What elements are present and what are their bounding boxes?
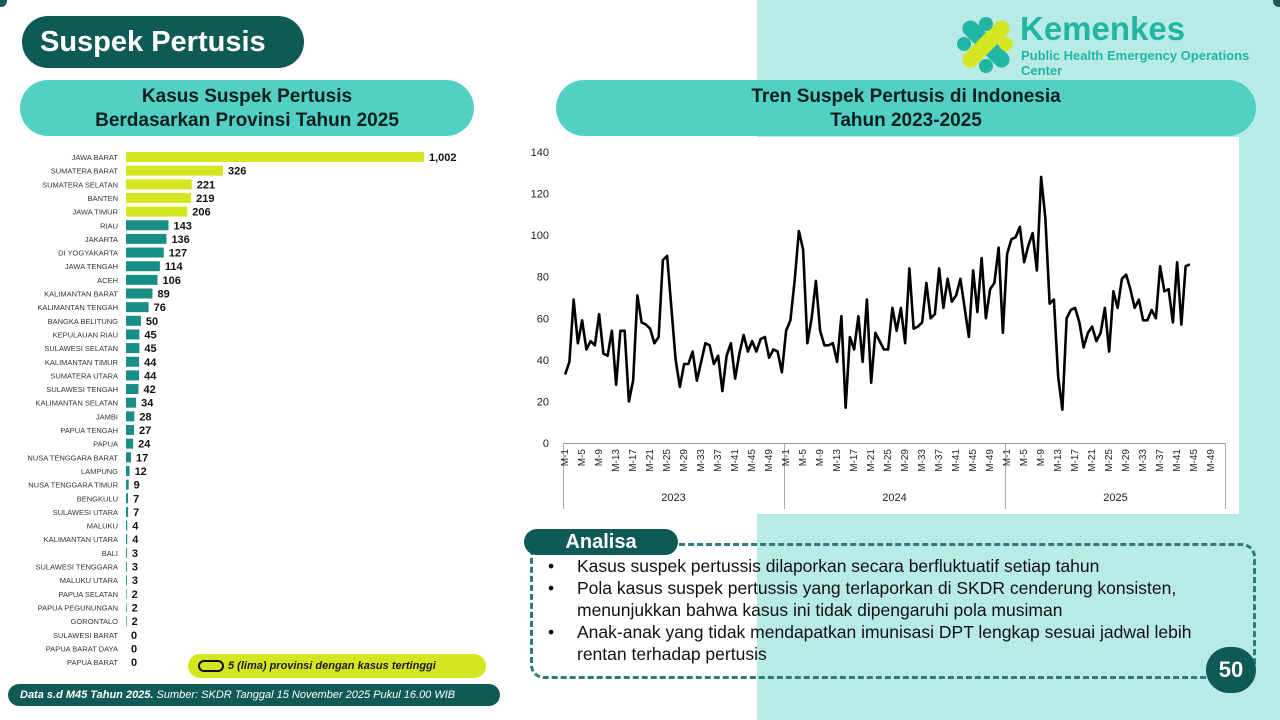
week-tick-label: M-17 <box>628 449 640 472</box>
bar-value-label: 3 <box>131 561 139 574</box>
province-label: MALUKU UTARA <box>59 576 118 586</box>
bar-value-label: 2 <box>131 602 138 615</box>
week-tick-label: M-45 <box>1189 449 1201 472</box>
week-tick-label: M-41 <box>1172 449 1184 472</box>
week-tick-label: M-45 <box>747 449 759 472</box>
bar-value-label: 0 <box>131 643 138 656</box>
province-bar <box>126 166 223 176</box>
province-label: SULAWESI TENGAH <box>46 385 118 395</box>
province-label: ACEH <box>97 275 118 285</box>
province-bar <box>126 439 133 449</box>
y-tick-label: 120 <box>530 188 549 201</box>
bar-value-label: 0 <box>131 629 138 642</box>
province-bar <box>126 343 139 353</box>
week-tick-label: M-41 <box>730 449 742 472</box>
week-tick-label: M-33 <box>1138 449 1150 472</box>
bar-chart-title-line2: Berdasarkan Provinsi Tahun 2025 <box>95 110 399 131</box>
week-tick-label: M-29 <box>1121 449 1133 472</box>
bar-value-label: 114 <box>164 261 183 274</box>
year-label: 2023 <box>661 492 686 504</box>
province-label: SULAWESI BARAT <box>52 630 118 640</box>
week-tick-label: M-1 <box>560 449 572 467</box>
footer-bold: Data s.d M45 Tahun 2025. <box>20 689 154 701</box>
province-bar <box>126 480 129 490</box>
week-tick-label: M-33 <box>917 449 929 472</box>
bar-value-label: 9 <box>133 479 140 492</box>
province-label: SUMATERA SELATAN <box>42 180 118 190</box>
week-tick-label: M-1 <box>781 449 793 467</box>
province-label: SULAWESI UTARA <box>52 507 118 517</box>
bar-value-label: 0 <box>131 657 138 668</box>
province-bar <box>126 493 128 503</box>
bar-value-label: 24 <box>138 438 151 451</box>
province-bar <box>126 534 127 544</box>
bar-value-label: 326 <box>227 165 247 178</box>
week-tick-label: M-21 <box>866 449 878 472</box>
province-label: MALUKU <box>86 521 118 531</box>
province-bar <box>126 261 160 271</box>
week-tick-label: M-29 <box>679 449 691 472</box>
week-tick-label: M-9 <box>594 449 606 467</box>
province-label: BENGKULU <box>76 494 118 504</box>
bar-value-label: 2 <box>131 588 138 601</box>
province-bar <box>126 616 127 626</box>
province-label: BALI <box>101 548 118 558</box>
province-label: KALIMANTAN SELATAN <box>35 398 118 408</box>
week-tick-label: M-17 <box>1070 449 1082 472</box>
province-bar <box>126 398 136 408</box>
bar-value-label: 127 <box>168 247 188 260</box>
year-label: 2025 <box>1103 492 1128 504</box>
province-bar <box>126 207 187 217</box>
bar-value-label: 136 <box>171 233 190 246</box>
line-chart-header <box>556 80 1256 136</box>
analysis-point: • Kasus suspek pertussis dilaporkan secara berfluktuatif setiap tahun <box>548 555 1238 577</box>
province-bar <box>126 329 139 339</box>
week-tick-label: M-29 <box>900 449 912 472</box>
province-label: PAPUA SELATAN <box>58 589 118 599</box>
week-tick-label: M-1 <box>1002 449 1014 467</box>
trend-panel <box>523 137 1239 514</box>
week-tick-label: M-41 <box>951 449 963 472</box>
bar-value-label: 7 <box>133 493 140 506</box>
province-bar <box>126 289 152 299</box>
province-label: NUSA TENGGARA TIMUR <box>28 480 118 490</box>
province-bar <box>126 193 191 203</box>
week-tick-label: M-13 <box>1053 449 1065 472</box>
province-bar <box>126 316 141 326</box>
week-tick-label: M-37 <box>713 449 725 472</box>
province-label: SULAWESI SELATAN <box>44 344 118 354</box>
week-tick-label: M-25 <box>883 449 895 472</box>
bar-value-label: 2 <box>131 616 138 629</box>
province-label: SULAWESI TENGGARA <box>35 562 118 572</box>
province-bar <box>126 466 130 476</box>
week-tick-label: M-49 <box>985 449 997 472</box>
trend-line-series <box>565 177 1190 410</box>
province-bar <box>126 602 127 612</box>
province-label: BANGKA BELITUNG <box>47 316 118 326</box>
province-bar <box>126 411 134 421</box>
week-tick-label: M-13 <box>832 449 844 472</box>
province-bar-chart <box>20 148 490 668</box>
province-label: KALIMANTAN TIMUR <box>44 357 118 367</box>
analysis-point: • Anak-anak yang tidak mendapatkan imunisasi DPT lengkap sesuai jadwal lebih rentan terhadap pertusis <box>548 621 1238 665</box>
top5-legend <box>188 654 486 678</box>
bar-value-label: 206 <box>192 206 211 219</box>
province-label: NUSA TENGGARA BARAT <box>27 453 118 463</box>
province-bar <box>126 302 149 312</box>
legend-text: 5 (lima) provinsi dengan kasus tertinggi <box>228 660 436 672</box>
bar-value-label: 3 <box>131 547 139 560</box>
province-label: KALIMANTAN TENGAH <box>37 303 118 313</box>
province-bar <box>126 179 192 189</box>
province-label: KALIMANTAN UTARA <box>43 535 118 545</box>
footer-source <box>8 684 500 706</box>
bar-value-label: 50 <box>145 315 159 328</box>
province-bar <box>126 548 127 558</box>
province-bar <box>126 507 128 517</box>
y-tick-label: 0 <box>542 438 549 450</box>
bar-value-label: 12 <box>134 465 147 478</box>
province-bar <box>126 589 127 599</box>
bar-value-label: 3 <box>131 575 139 588</box>
province-label: DI YOGYAKARTA <box>58 248 118 258</box>
bar-value-label: 44 <box>144 356 157 369</box>
province-label: SUMATERA UTARA <box>50 371 118 381</box>
bar-value-label: 45 <box>144 329 157 342</box>
bar-value-label: 4 <box>132 520 139 533</box>
bar-value-label: 7 <box>133 506 140 519</box>
province-bar <box>126 234 166 244</box>
province-label: SUMATERA BARAT <box>50 166 118 176</box>
analysis-label: Analisa <box>524 529 678 555</box>
week-tick-label: M-9 <box>815 449 827 467</box>
footer-rest: Sumber: SKDR Tanggal 15 November 2025 Pukul 16.00 WIB <box>153 689 456 701</box>
week-tick-label: M-5 <box>577 449 589 467</box>
bar-value-label: 44 <box>144 370 157 383</box>
province-bar <box>126 152 424 162</box>
province-bar <box>126 575 127 585</box>
province-bar <box>126 562 127 572</box>
province-bar <box>126 370 139 380</box>
province-bar <box>126 425 134 435</box>
week-tick-label: M-49 <box>764 449 776 472</box>
province-label: RIAU <box>100 221 118 231</box>
province-label: JAMBI <box>95 412 118 422</box>
province-bar <box>126 220 169 230</box>
y-tick-label: 100 <box>530 230 549 243</box>
province-label: PAPUA BARAT <box>67 658 118 668</box>
y-tick-label: 80 <box>536 271 549 284</box>
province-bar <box>126 248 164 258</box>
line-chart-title-line1: Tren Suspek Pertusis di Indonesia <box>751 86 1061 107</box>
week-tick-label: M-5 <box>798 449 810 467</box>
week-tick-label: M-45 <box>968 449 980 472</box>
province-label: GORONTALO <box>70 617 118 627</box>
bar-value-label: 42 <box>143 384 156 397</box>
province-label: PAPUA BARAT DAYA <box>45 644 118 654</box>
week-tick-label: M-21 <box>645 449 657 472</box>
line-chart-title-line2: Tahun 2023-2025 <box>830 110 982 131</box>
bar-value-label: 221 <box>196 179 216 192</box>
page-title: Suspek Pertusis <box>22 16 304 68</box>
week-tick-label: M-37 <box>934 449 946 472</box>
week-tick-label: M-17 <box>849 449 861 472</box>
week-tick-label: M-33 <box>696 449 708 472</box>
week-tick-label: M-49 <box>1206 449 1218 472</box>
province-label: KALIMANTAN BARAT <box>44 289 118 299</box>
province-label: JAKARTA <box>84 234 118 244</box>
week-tick-label: M-21 <box>1087 449 1099 472</box>
province-label: PAPUA TENGAH <box>60 426 118 435</box>
bar-value-label: 27 <box>139 425 152 437</box>
y-tick-label: 140 <box>530 147 549 159</box>
province-label: KEPULAUAN RIAU <box>52 330 118 340</box>
province-bar <box>126 384 138 394</box>
week-tick-label: M-5 <box>1019 449 1031 467</box>
province-bar <box>126 521 127 531</box>
week-tick-label: M-13 <box>611 449 623 472</box>
bar-value-label: 76 <box>153 302 166 315</box>
province-label: PAPUA PEGUNUNGAN <box>37 603 118 613</box>
y-tick-label: 20 <box>536 396 549 409</box>
bar-value-label: 34 <box>141 397 154 410</box>
bar-value-label: 28 <box>139 411 152 424</box>
bar-value-label: 45 <box>144 343 157 356</box>
legend-swatch-icon <box>198 660 224 672</box>
province-label: JAWA TENGAH <box>64 262 118 272</box>
week-tick-label: M-9 <box>1036 449 1048 467</box>
y-tick-label: 40 <box>536 354 549 367</box>
bar-value-label: 89 <box>157 288 170 301</box>
province-label: LAMPUNG <box>80 466 118 476</box>
bar-value-label: 4 <box>132 534 139 547</box>
province-label: BANTEN <box>87 193 118 203</box>
bar-value-label: 143 <box>173 220 192 233</box>
trend-line-chart <box>523 137 1239 514</box>
week-tick-label: M-37 <box>1155 449 1167 472</box>
logo-name: Kemenkes <box>1020 10 1186 47</box>
bar-value-label: 1,002 <box>429 152 457 164</box>
bar-value-label: 17 <box>136 452 149 465</box>
analysis-list <box>548 555 1238 665</box>
y-tick-label: 60 <box>536 313 549 326</box>
province-label: JAWA BARAT <box>71 153 118 162</box>
bar-chart-header <box>20 80 474 136</box>
province-bar <box>126 357 139 367</box>
analysis-point: • Pola kasus suspek pertussis yang terlaporkan di SKDR cenderung konsisten, menunjukkan bahwa kasus ini tidak dipengaruhi pola musiman <box>548 577 1238 621</box>
province-label: PAPUA <box>93 439 118 449</box>
province-label: JAWA TIMUR <box>72 207 118 217</box>
bar-chart-title-line1: Kasus Suspek Pertusis <box>141 86 353 107</box>
logo-subtitle: Public Health Emergency Operations Center <box>1021 48 1250 78</box>
bar-value-label: 106 <box>162 274 181 287</box>
week-tick-label: M-25 <box>1104 449 1116 472</box>
corner-dot-left <box>0 0 7 7</box>
bar-value-label: 219 <box>196 192 215 205</box>
province-bar <box>126 452 131 462</box>
province-bar <box>126 275 158 285</box>
year-label: 2024 <box>882 492 907 504</box>
page-number: 50 <box>1206 647 1256 693</box>
week-tick-label: M-25 <box>662 449 674 472</box>
